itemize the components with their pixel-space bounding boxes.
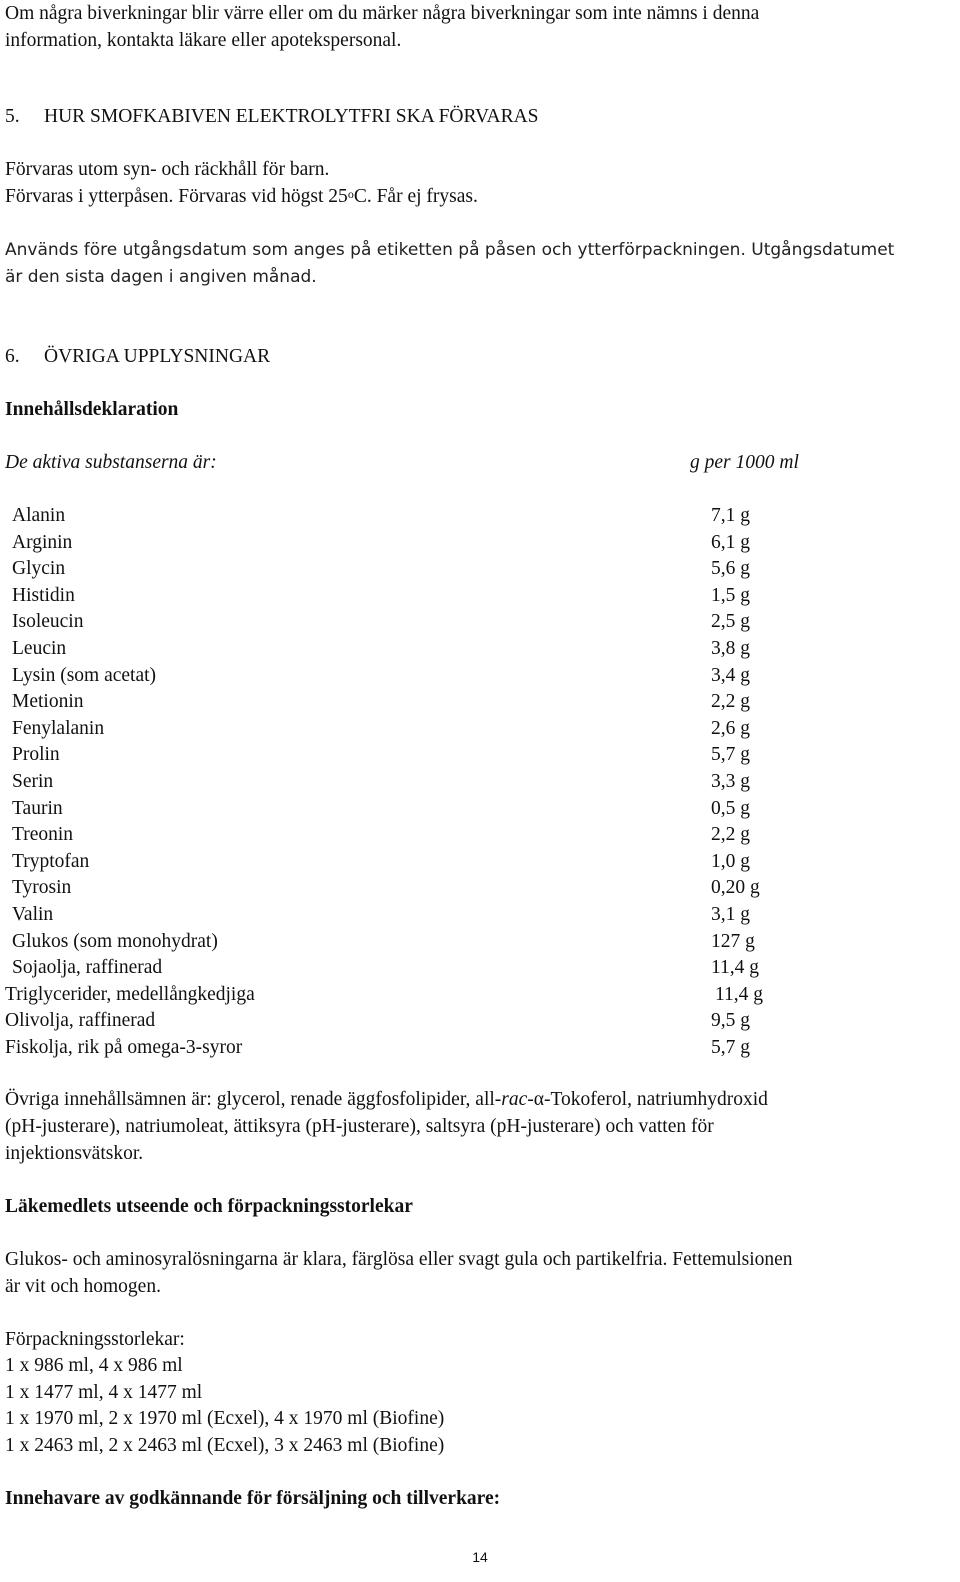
substance-amount: 3,8 g (711, 638, 750, 659)
active-substances-header: De aktiva substanserna är: (5, 452, 217, 473)
substance-amount: 5,7 g (711, 744, 750, 765)
substance-name: Glukos (som monohydrat) (12, 931, 218, 952)
storage-line-1: Förvaras utom syn- och räckhåll för barn. (5, 159, 330, 180)
expiry-line-2: är den sista dagen i angiven månad. (5, 267, 317, 287)
degree-superscript: o (347, 187, 354, 201)
substance-name: Triglycerider, medellångkedjiga (5, 984, 255, 1005)
substance-name: Valin (12, 904, 54, 925)
pack-sizes-label: Förpackningsstorlekar: (5, 1329, 185, 1350)
appearance-heading: Läkemedlets utseende och förpackningsstorlekar (5, 1196, 413, 1217)
substance-amount: 127 g (711, 931, 755, 952)
other-ingredients-pre: Övriga innehållsämnen är: glycerol, renade äggfosfolipider, all- (5, 1089, 502, 1110)
pack-size-item: 1 x 1970 ml, 2 x 1970 ml (Ecxel), 4 x 1970 ml (Biofine) (5, 1408, 445, 1429)
substance-name: Lysin (som acetat) (12, 665, 157, 686)
substance-amount: 5,7 g (711, 1037, 750, 1058)
substance-amount: 1,0 g (711, 851, 750, 872)
substance-name: Leucin (12, 638, 67, 659)
substance-amount: 5,6 g (711, 558, 750, 579)
other-ingredients-post: -α-Tokoferol, natriumhydroxid (527, 1089, 768, 1110)
substance-name: Histidin (12, 585, 75, 606)
expiry-line-1: Används före utgångsdatum som anges på etiketten på påsen och ytterförpackningen. Utgångsdatumet (5, 240, 895, 260)
substance-name: Fiskolja, rik på omega-3-syror (5, 1037, 243, 1058)
storage-line-2-post: C. Får ej frysas. (353, 186, 478, 207)
other-ingredients-line-1 (5, 1087, 768, 1113)
substance-amount: 3,4 g (711, 665, 750, 686)
substance-amount: 11,4 g (715, 984, 764, 1005)
substance-amount: 2,6 g (711, 718, 750, 739)
substance-amount: 2,5 g (711, 611, 750, 632)
substance-amount: 9,5 g (711, 1010, 750, 1031)
substance-amount: 2,2 g (711, 691, 750, 712)
substance-amount: 0,5 g (711, 798, 750, 819)
substance-name: Tyrosin (12, 877, 72, 898)
content-declaration-heading: Innehållsdeklaration (5, 399, 179, 420)
substance-amount: 0,20 g (711, 877, 760, 898)
substance-amount: 1,5 g (711, 585, 750, 606)
section-5-heading: 5. HUR SMOFKABIVEN ELEKTROLYTFRI SKA FÖRVARAS (5, 106, 539, 127)
intro-line-2: information, kontakta läkare eller apotekspersonal. (5, 30, 402, 51)
other-ingredients-line-2: (pH-justerare), natriumoleat, ättiksyra (pH-justerare), saltsyra (pH-justerare) och vatten för (5, 1116, 714, 1137)
pack-size-item: 1 x 2463 ml, 2 x 2463 ml (Ecxel), 3 x 2463 ml (Biofine) (5, 1435, 445, 1456)
substance-name: Taurin (12, 798, 63, 819)
substance-name: Tryptofan (12, 851, 90, 872)
substance-amount: 11,4 g (711, 957, 760, 978)
pack-size-item: 1 x 986 ml, 4 x 986 ml (5, 1355, 183, 1376)
substance-name: Metionin (12, 691, 84, 712)
amount-column-header: g per 1000 ml (690, 452, 799, 473)
section-6-heading: 6. ÖVRIGA UPPLYSNINGAR (5, 346, 271, 367)
substance-name: Alanin (12, 505, 66, 526)
appearance-line-2: är vit och homogen. (5, 1276, 161, 1297)
substance-name: Olivolja, raffinerad (5, 1010, 156, 1031)
other-ingredients-line-3: injektionsvätskor. (5, 1143, 144, 1164)
substance-name: Fenylalanin (12, 718, 105, 739)
substance-amount: 6,1 g (711, 532, 750, 553)
substance-name: Glycin (12, 558, 66, 579)
substance-name: Prolin (12, 744, 60, 765)
substance-name: Serin (12, 771, 54, 792)
substance-amount: 2,2 g (711, 824, 750, 845)
substance-amount: 3,1 g (711, 904, 750, 925)
intro-line-1: Om några biverkningar blir värre eller om du märker några biverkningar som inte nämns i denna (5, 3, 760, 24)
substance-amount: 7,1 g (711, 505, 750, 526)
substance-name: Treonin (12, 824, 74, 845)
substance-name: Sojaolja, raffinerad (12, 957, 163, 978)
page-number: 14 (472, 1549, 488, 1565)
substance-amount: 3,3 g (711, 771, 750, 792)
holder-heading: Innehavare av godkännande för försäljning och tillverkare: (5, 1488, 501, 1509)
substance-name: Isoleucin (12, 611, 84, 632)
storage-line-2-pre: Förvaras i ytterpåsen. Förvaras vid högst 25 (5, 186, 348, 207)
other-ingredients-italic: rac (501, 1089, 528, 1110)
substance-name: Arginin (12, 532, 73, 553)
storage-line-2 (5, 184, 478, 210)
appearance-line-1: Glukos- och aminosyralösningarna är klara, färglösa eller svagt gula och partikelfria. Fettemulsionen (5, 1249, 793, 1270)
pack-size-item: 1 x 1477 ml, 4 x 1477 ml (5, 1382, 203, 1403)
